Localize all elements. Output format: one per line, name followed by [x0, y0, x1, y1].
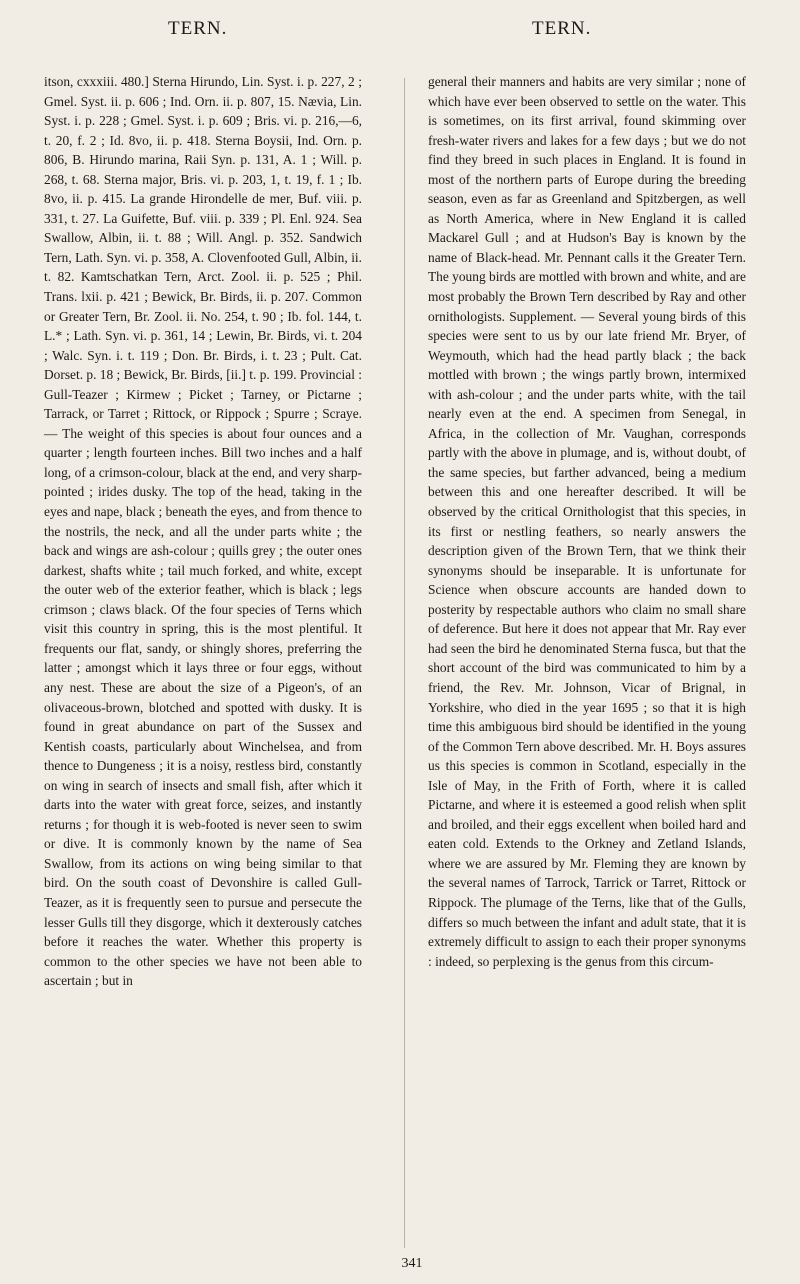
page-number-text: 341 — [401, 1256, 423, 1271]
left-column — [44, 72, 362, 991]
running-header — [0, 18, 800, 48]
page-number — [0, 1256, 800, 1272]
running-title-right: TERN. — [532, 18, 592, 39]
right-column-text: general their manners and habits are very similar ; none of which have ever been observed to settle on the water. This is sometimes, on its first arrival, found skimming over fresh-water rivers and lakes for a few days ; but we do not find they breed in such places in England. It is found in most of the northern parts of Europe during the breeding season, even as far as Greenland and Spitzbergen, as well as North America, where in New England it is called Mackarel Gull ; and at Hudson's Bay is known by the name of Black-head. Mr. Pennant calls it the Greater Tern. The young birds are mottled with brown and white, and are most probably the Brown Tern described by Ray and other ornithologists. Supplement. — Several young birds of this species were sent to us by our late friend Mr. Bryer, of Weymouth, which had the head partly black ; the back mottled with brown ; the wings partly brown, intermixed with ash-colour ; and the under parts white, with the tail nearly even at the end. A specimen from Senegal, in Africa, in the collection of Mr. Vaughan, corresponds partly with the above in plumage, and is, without doubt, of the same species, but farther advanced, being a medium between this and one hereafter described. It will be observed by the critical Ornithologist that this species, in its first or nestling feathers, so nearly answers the description given of the Brown Tern, that we think their synonyms should be inseparable. It is unfortunate for Science when obscure accounts are handed down to posterity by respectable authors who claim no small share of deference. But here it does not appear that Mr. Ray ever had seen the bird he denominated Sterna fusca, but that the short account of the bird was communicated to him by a friend, the Rev. Mr. Johnson, Vicar of Brignal, in Yorkshire, who died in the year 1695 ; so that it is high time this ambiguous bird should be identified in the young of the Common Tern above described. Mr. H. Boys assures us this species is common in Scotland, especially in the Isle of May, in the Frith of Forth, where it is called Pictarne, and where it is esteemed a good relish when split and broiled, and their eggs excellent when boiled hard and eaten cold. Extends to the Orkney and Zetland Islands, where we are assured by Mr. Fleming they are known by the several names of Tarrock, Tarrick or Tarret, Rittock or Rippock. The plumage of the Terns, like that of the Gulls, differs so much between the infant and adult state, that it is extremely difficult to assign to each their proper synonyms : indeed, so perplexing is the genus from this circum- — [428, 74, 746, 969]
right-column — [428, 72, 746, 971]
running-title-left: TERN. — [168, 18, 228, 39]
column-divider — [404, 78, 405, 1248]
left-column-text: itson, cxxxiii. 480.] Sterna Hirundo, Lin. Syst. i. p. 227, 2 ; Gmel. Syst. ii. p. 606 ; Ind. Orn. ii. p. 807, 15. Nævia, Lin. Syst. i. p. 228 ; Gmel. Syst. i. p. 609 ; Bris. vi. p. 216,—6, t. 20, f. 2 ; Id. 8vo, ii. p. 418. Sterna Boysii, Ind. Orn. p. 806, B. Hirundo marina, Raii Syn. p. 131, A. 1 ; Will. p. 268, t. 68. Sterna major, Bris. vi. p. 203, 1, t. 19, f. 1 ; Ib. 8vo, ii. p. 415. La grande Hirondelle de mer, Buf. viii. p. 331, t. 27. La Guifette, Buf. viii. p. 339 ; Pl. Enl. 924. Sea Swallow, Albin, ii. t. 88 ; Will. Angl. p. 352. Sandwich Tern, Lath. Syn. vi. p. 358, A. Clovenfooted Gull, Albin, ii. t. 82. Kamtschatkan Tern, Arct. Zool. ii. p. 525 ; Phil. Trans. lxii. p. 421 ; Bewick, Br. Birds, ii. p. 207. Common or Greater Tern, Br. Zool. ii. No. 254, t. 90 ; Ib. fol. 144, t. L.* ; Lath. Syn. vi. p. 361, 14 ; Lewin, Br. Birds, vi. t. 204 ; Walc. Syn. i. t. 119 ; Don. Br. Birds, i. t. 23 ; Pult. Cat. Dorset. p. 18 ; Bewick, Br. Birds, [ii.] t. p. 199. Provincial : Gull-Teazer ; Kirmew ; Picket ; Tarney, or Pictarne ; Tarrack, or Tarret ; Rittock, or Rippock ; Spurre ; Scraye.— The weight of this species is about four ounces and a quarter ; length fourteen inches. Bill two inches and a half long, of a crimson-colour, black at the end, and very sharp-pointed ; irides dusky. The top of the head, taking in the eyes and nape, black ; beneath the eyes, and from thence to the nostrils, the neck, and all the under parts white ; the back and wings are ash-colour ; quills grey ; the outer ones darkest, shafts white ; tail much forked, and white, except the outer web of the exterior feather, which is black ; legs crimson ; claws black. Of the four species of Terns which visit this country in spring, this is the most plentiful. It frequents our flat, sandy, or shingly shores, preferring the latter ; amongst which it lays three or four eggs, without any nest. These are about the size of a Pigeon's, of an olivaceous-brown, blotched and spotted with dusky. It is found in great abundance on part of the Sussex and Kentish coasts, particularly about Winchelsea, and from thence to Dungeness ; it is a noisy, restless bird, constantly on wing in search of insects and small fish, after which it darts into the water with great force, seizes, and instantly returns ; for though it is web-footed is never seen to swim or dive. It is commonly known by the name of Sea Swallow, from its actions on wing being similar to that bird. On the south coast of Devonshire is called Gull-Teazer, as it is frequently seen to pursue and persecute the lesser Gulls till they disgorge, which it dexterously catches before it reaches the water. Whether this property is common to the other species we have not been able to ascertain ; but in — [44, 74, 363, 989]
